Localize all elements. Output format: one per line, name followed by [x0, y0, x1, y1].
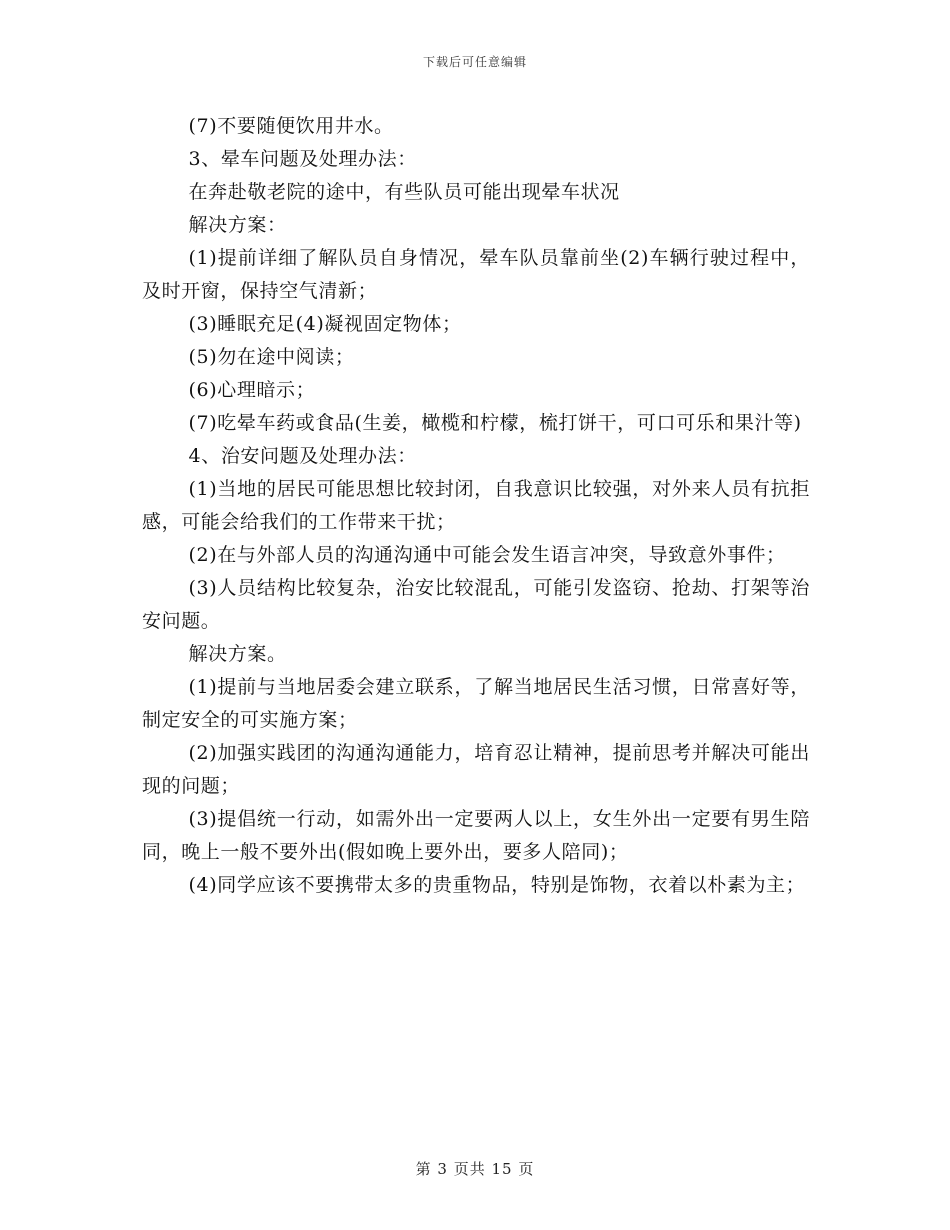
paragraph: (3)提倡统一行动，如需外出一定要两人以上，女生外出一定要有男生陪同，晚上一般不要外出(假如晚上要外出，要多人陪同)； [142, 808, 810, 863]
section-heading: 3、晕车问题及处理办法： [188, 148, 417, 170]
page-header: 下载后可任意编辑 [422, 55, 527, 69]
paragraph: (1)当地的居民可能思想比较封闭，自我意识比较强，对外来人员有抗拒感，可能会给我们的工作带来干扰； [142, 478, 810, 533]
paragraph: (1)提前与当地居委会建立联系，了解当地居民生活习惯，日常喜好等，制定安全的可实施方案； [142, 676, 810, 731]
paragraph: (3)人员结构比较复杂，治安比较混乱，可能引发盗窃、抢劫、打架等治安问题。 [142, 577, 810, 632]
page-footer: 第 3 页共 15 页 [415, 1160, 535, 1178]
paragraph: (7)吃晕车药或食品(生姜，橄榄和柠檬，梳打饼干，可口可乐和果汁等) [188, 412, 802, 434]
paragraph: (7)不要随便饮用井水。 [188, 115, 394, 137]
paragraph: (2)在与外部人员的沟通沟通中可能会发生语言冲突，导致意外事件； [188, 544, 786, 566]
section-heading: 4、治安问题及处理办法： [188, 445, 417, 467]
solution-heading: 解决方案。 [188, 643, 287, 665]
paragraph: (3)睡眠充足(4)凝视固定物体； [188, 313, 462, 335]
paragraph: (2)加强实践团的沟通沟通能力，培育忍让精神，提前思考并解决可能出现的问题； [142, 742, 810, 797]
paragraph: (4)同学应该不要携带太多的贵重物品，特别是饰物，衣着以朴素为主； [188, 874, 806, 896]
paragraph: 在奔赴敬老院的途中，有些队员可能出现晕车状况 [188, 181, 620, 203]
paragraph: (5)勿在途中阅读； [188, 346, 355, 368]
document-body [142, 110, 810, 902]
paragraph: (1)提前详细了解队员自身情况，晕车队员靠前坐(2)车辆行驶过程中，及时开窗，保持空气清新； [142, 247, 810, 302]
paragraph: (6)心理暗示； [188, 379, 316, 401]
solution-heading: 解决方案： [188, 214, 287, 236]
